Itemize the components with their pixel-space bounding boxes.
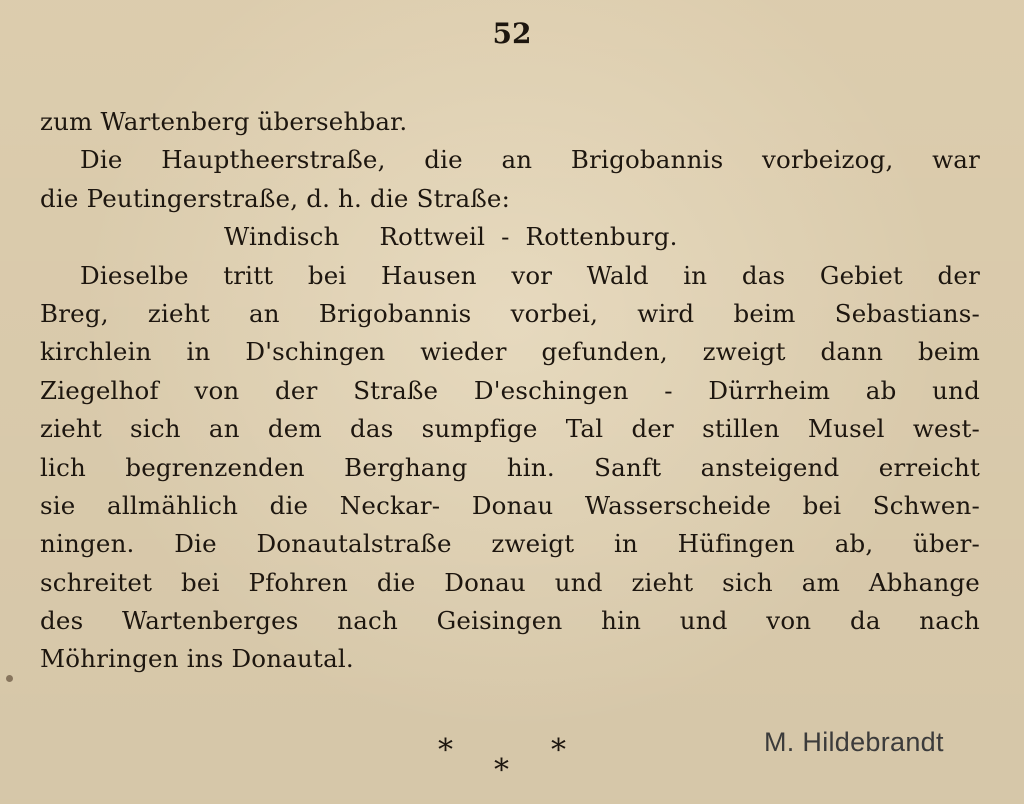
text-line-3: die Peutingerstraße, d. h. die Straße: (40, 183, 511, 213)
text-line-7: kirchlein in D'schingen wieder gefunden, zweigt dann beim (40, 337, 980, 367)
text-line-5: Dieselbe tritt bei Hausen vor Wald in das Gebiet der (80, 260, 980, 290)
asterism-star: * (551, 733, 566, 768)
text-line-14: des Wartenberges nach Geisingen hin und von da nach (40, 606, 980, 636)
watermark: M. Hildebrandt (764, 727, 944, 757)
text-line-6: Breg, zieht an Brigobannis vorbei, wird beim Sebastians- (40, 298, 980, 328)
text-line-9: zieht sich an dem das sumpfige Tal der stillen Musel west- (40, 414, 980, 444)
text-line-10: lich begrenzenden Berghang hin. Sanft ansteigend erreicht (40, 452, 980, 482)
text-line-1: zum Wartenberg übersehbar. (40, 107, 408, 136)
text-line-11: sie allmählich die Neckar- Donau Wasserscheide bei Schwen- (40, 490, 980, 520)
route-line: Windisch Rottweil - Rottenburg. (224, 222, 678, 252)
text-line-12: ningen. Die Donautalstraße zweigt in Hüfingen ab, über- (40, 529, 980, 559)
page-number: 52 (492, 17, 532, 50)
text-line-15: Möhringen ins Donautal. (40, 644, 354, 674)
text-line-8: Ziegelhof von der Straße D'eschingen - Dürrheim ab und (40, 375, 980, 405)
asterism-star: * (438, 733, 453, 768)
text-line-2: Die Hauptheerstraße, die an Brigobannis vorbeizog, war (80, 145, 980, 175)
body-text (40, 103, 980, 679)
text-line-13: schreitet bei Pfohren die Donau und zieht sich am Abhange (40, 567, 980, 597)
margin-spot (6, 675, 13, 682)
asterism-star: * (494, 753, 509, 788)
